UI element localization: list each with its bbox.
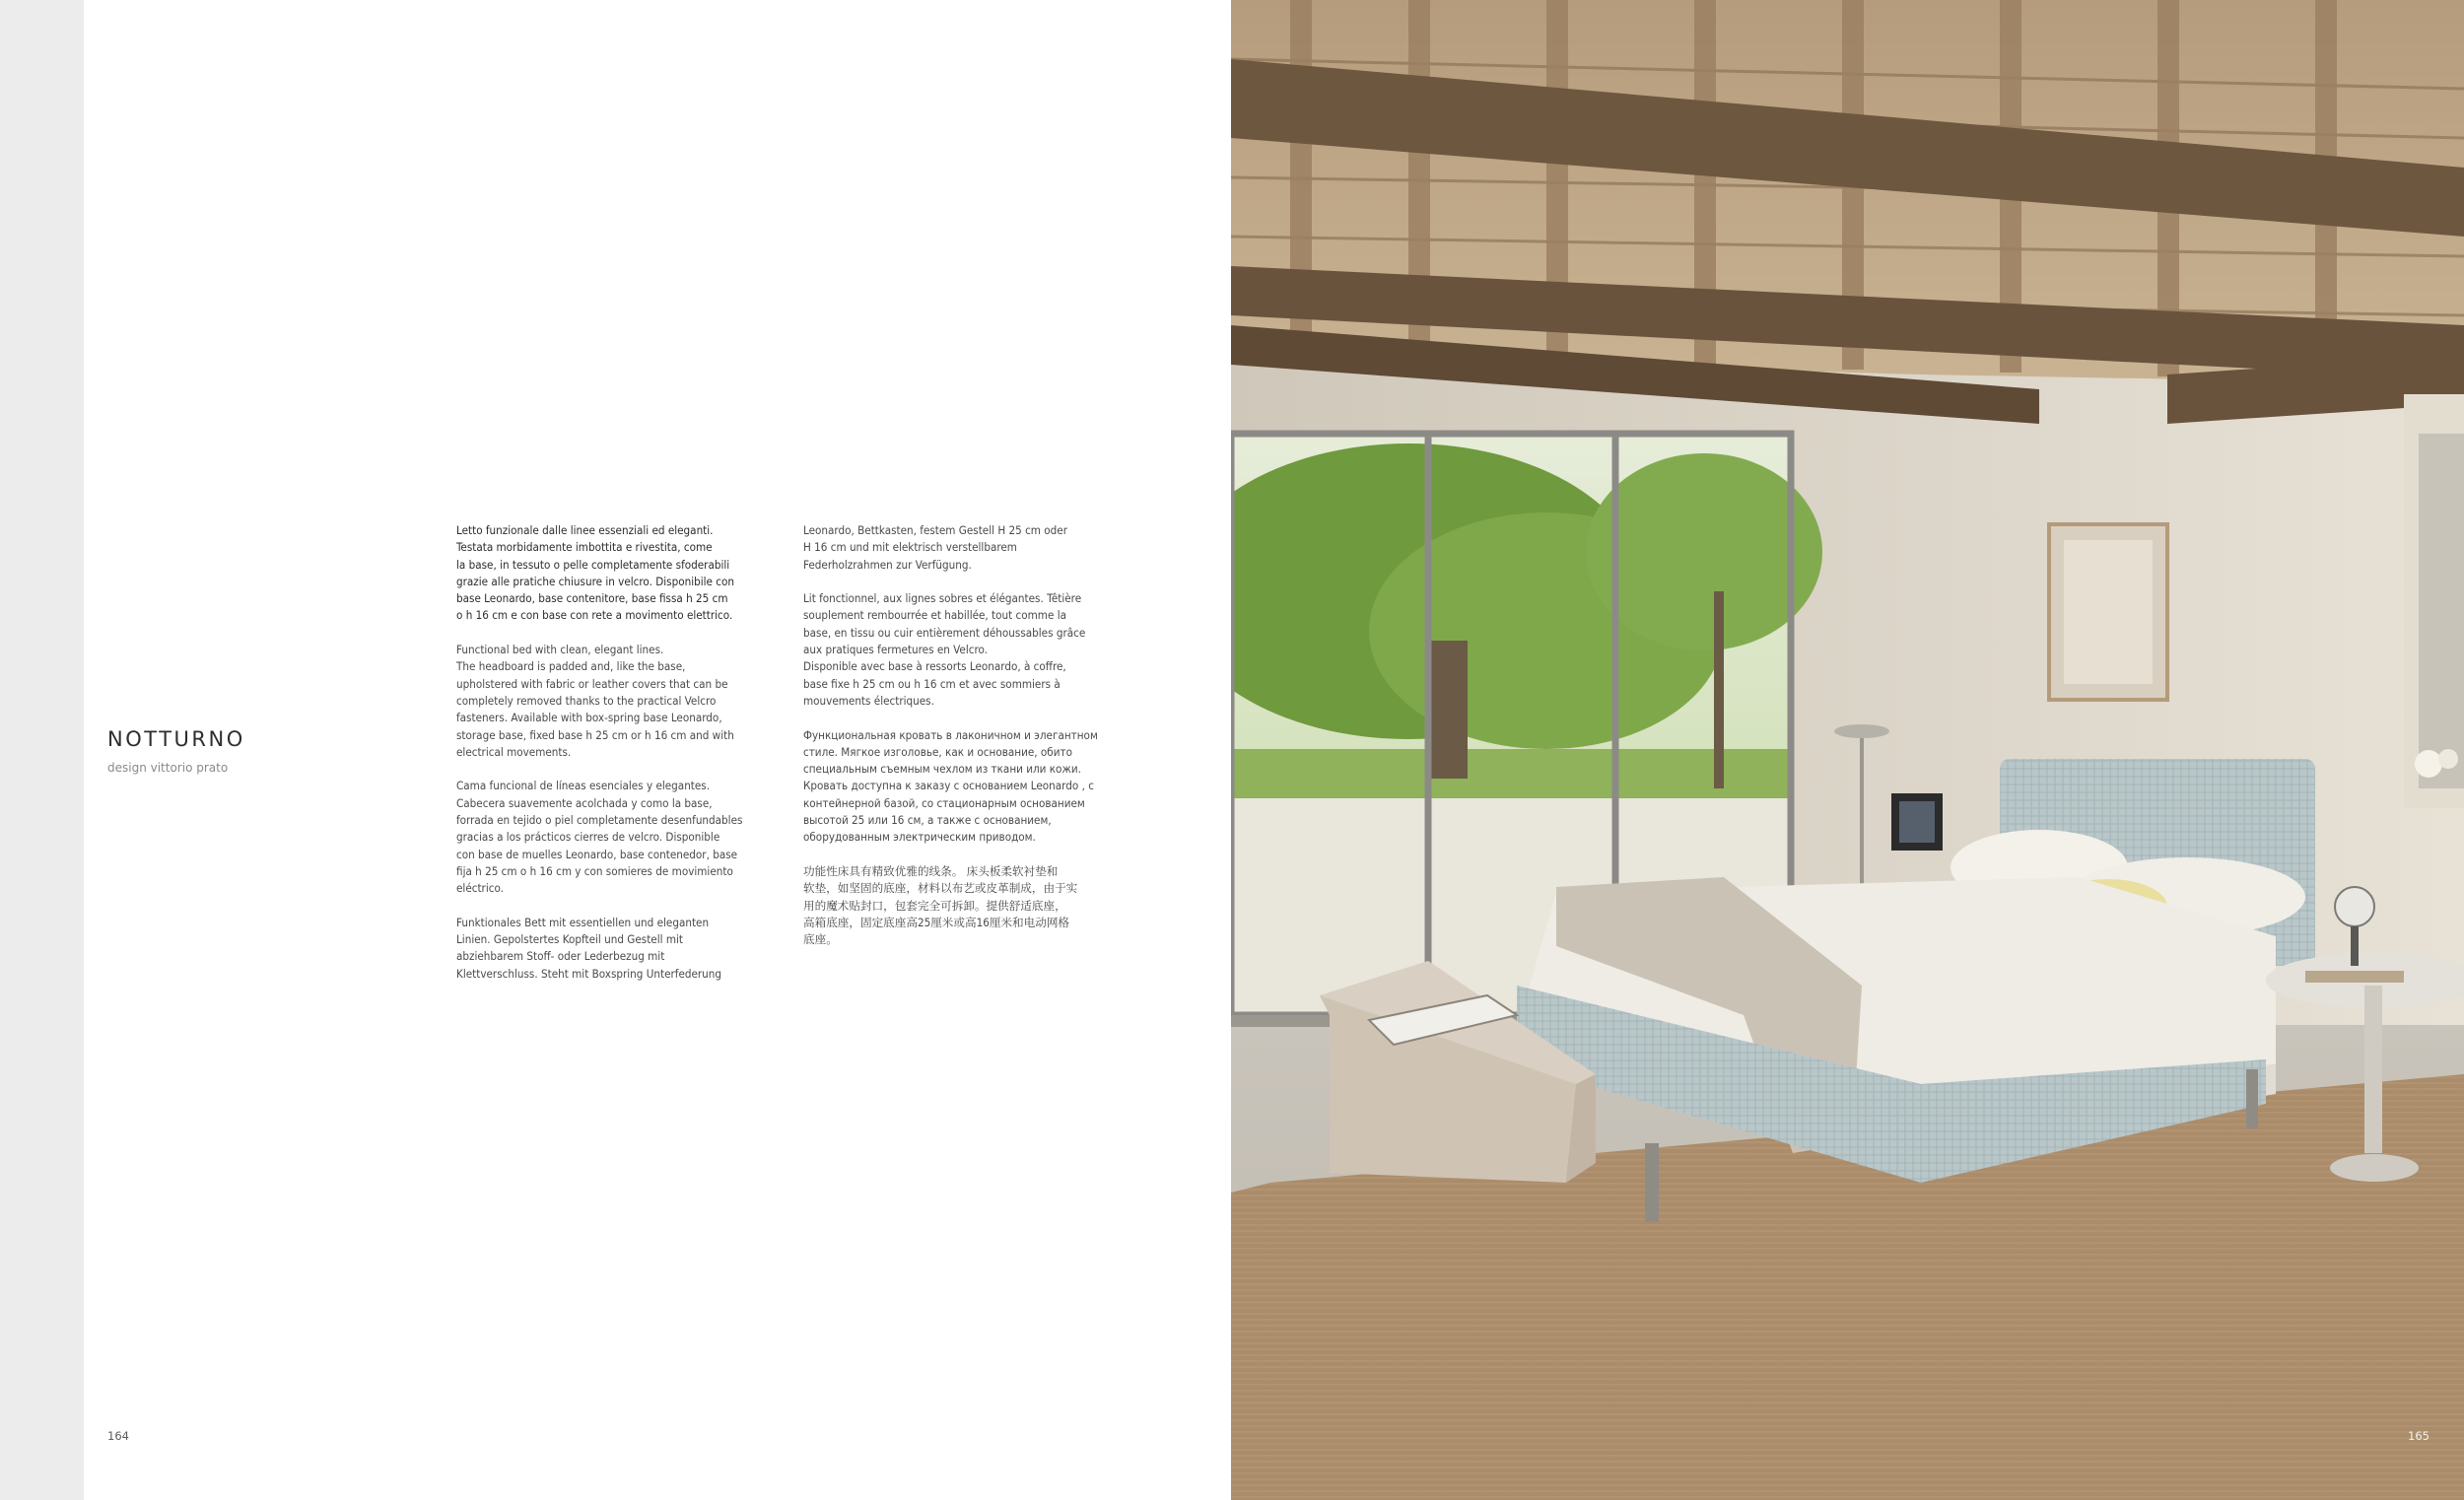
description-russian: Функциональная кровать в лаконичном и элегантном стиле. Мягкое изголовье, как и основание, обито специальным съемным чехлом из ткани или кожи. Кровать доступна к заказу с основанием Leonardo , с контейнерной базой, со стационарным основанием высотой 25 или 16 см, а также с основанием, оборудованным электрическим приводом.	[803, 727, 1098, 845]
bedroom-photo	[1231, 0, 2464, 1500]
description-german-part2: Leonardo, Bettkasten, festem Gestell H 25 cm oder H 16 cm und mit elektrisch verstellbarem Federholzrahmen zur Verfügung.	[803, 523, 1067, 572]
page-number-right: 165	[2408, 1429, 2430, 1443]
product-title: NOTTURNO	[107, 727, 245, 751]
description-column-right	[803, 522, 1133, 966]
description-chinese: 功能性床具有精致优雅的线条。 床头板柔软衬垫和 软垫，如坚固的底座，材料以布艺或皮革制成，由于实 用的魔术贴封口，包套完全可拆卸。提供舒适底座， 高箱底座，固定底座高25厘米或高16厘米和电动网格 底座。	[803, 863, 1078, 947]
description-column-left	[456, 522, 787, 999]
description-italian: Letto funzionale dalle linee essenziali ed eleganti. Testata morbidamente imbottita e rivestita, come la base, in tessuto o pelle completamente sfoderabili grazie alle pratiche chiusure in velcro. Disponibile con base Leonardo, base contenitore, base fissa h 25 cm o h 16 cm e con base con rete a movimento elettrico.	[456, 523, 734, 623]
designer-credit: design vittorio prato	[107, 761, 229, 775]
right-page	[1231, 0, 2464, 1500]
description-german-part1: Funktionales Bett mit essentiellen und eleganten Linien. Gepolstertes Kopfteil und Gestell mit abziehbarem Stoff- oder Lederbezug mit Klettverschluss. Steht mit Boxspring Unterfederung	[456, 915, 722, 981]
page-number-left: 164	[107, 1429, 129, 1443]
viewer-margin	[0, 0, 84, 1500]
description-spanish: Cama funcional de líneas esenciales y elegantes. Cabecera suavemente acolchada y como la base, forrada en tejido o piel completamente desenfundables gracias a los prácticos cierres de velcro. Disponible con base de muelles Leonardo, base contenedor, base fija h 25 cm o h 16 cm y con somieres de movimiento eléctrico.	[456, 779, 743, 896]
description-french: Lit fonctionnel, aux lignes sobres et élégantes. Têtière souplement rembourrée et habillée, tout comme la base, en tissu ou cuir entièrement déhoussables grâce aux pratiques fermetures en Velcro. Disponible avec base à ressorts Leonardo, à coffre, base fixe h 25 cm ou h 16 cm et avec sommiers à mouvements électriques.	[803, 591, 1086, 708]
left-page	[84, 0, 1231, 1500]
description-english: Functional bed with clean, elegant lines. The headboard is padded and, like the base, upholstered with fabric or leather covers that can be completely removed thanks to the practical Velcro fasteners. Available with box-spring base Leonardo, storage base, fixed base h 25 cm or h 16 cm and with electrical movements.	[456, 643, 734, 759]
